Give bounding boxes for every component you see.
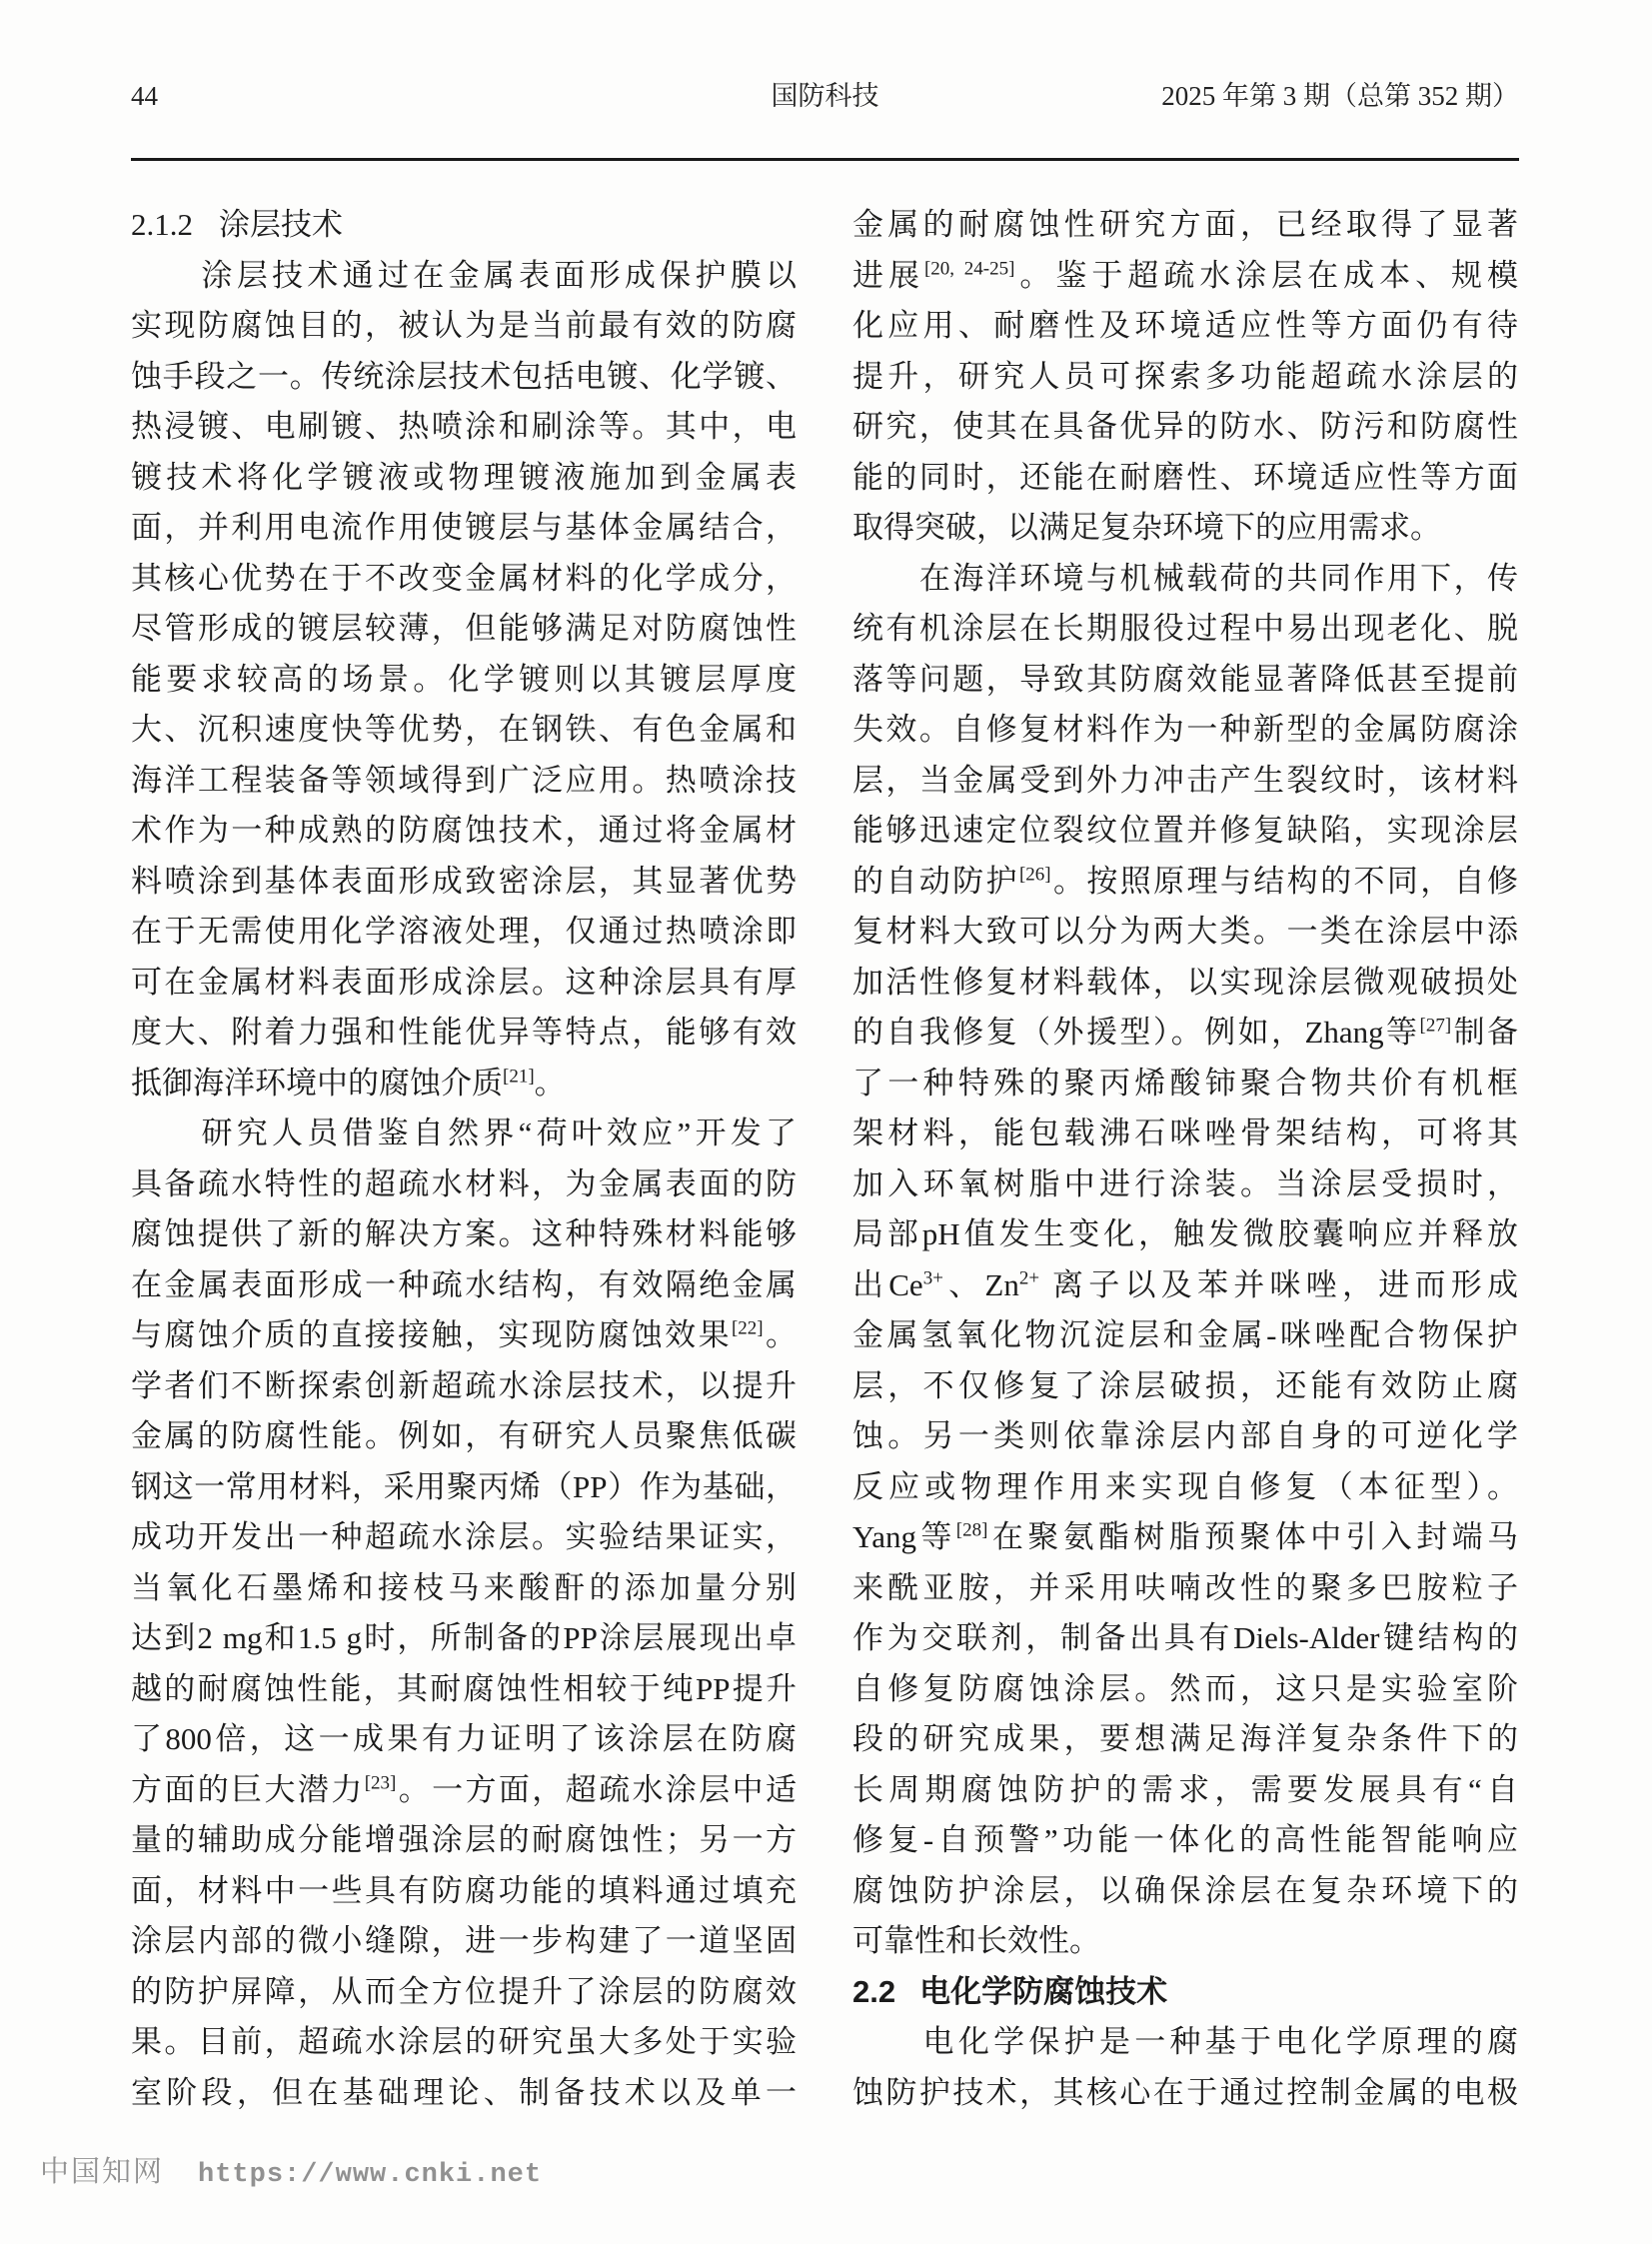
article-body: [131, 200, 1519, 2118]
text-line: 进展[20, 24-25]。鉴于超疏水涂层在成本、规模: [852, 257, 1518, 293]
section-heading: [852, 1967, 1518, 2018]
left-column: [131, 200, 797, 2118]
text-line: 镀技术将化学镀液或物理镀液施加到金属表: [131, 459, 797, 495]
watermark-brand: 中国知网: [40, 2156, 165, 2188]
text-line: 室阶段，但在基础理论、制备技术以及单一: [131, 2074, 797, 2110]
right-column: [852, 200, 1518, 2118]
text-line: 料喷涂到基体表面形成致密涂层，其显著优势: [131, 863, 797, 899]
paragraph: [852, 200, 1518, 554]
text-line: 金属氢氧化物沉淀层和金属-咪唑配合物保护: [852, 1317, 1518, 1352]
text-line: 了800倍，这一成果有力证明了该涂层在防腐: [131, 1721, 797, 1756]
text-line: 达到2 mg和1.5 g时，所制备的PP涂层展现出卓: [131, 1620, 797, 1655]
paragraph: [852, 554, 1518, 1967]
text-line: 越的耐腐蚀性能，其耐腐蚀性相较于纯PP提升: [131, 1670, 797, 1706]
text-line: 长周期腐蚀防护的需求，需要发展具有“自: [852, 1771, 1518, 1807]
text-line: 统有机涂层在长期服役过程中易出现老化、脱: [852, 611, 1518, 646]
header-rule: [131, 158, 1519, 161]
text-line: 量的辅助成分能增强涂层的耐腐蚀性；另一方: [131, 1822, 797, 1857]
text-line: 复材料大致可以分为两大类。一类在涂层中添: [852, 914, 1518, 949]
page-number: 44: [131, 81, 158, 111]
text-line: 金属的耐腐蚀性研究方面，已经取得了显著: [852, 207, 1518, 242]
text-line: 的自我修复（外援型）。例如，Zhang等[27]制备: [852, 1015, 1518, 1050]
heading-number: 2.1.2: [131, 207, 193, 242]
text-line: 加入环氧树脂中进行涂装。当涂层受损时，: [852, 1165, 1518, 1201]
text-line: 热浸镀、电刷镀、热喷涂和刷涂等。其中，电: [131, 409, 797, 444]
text-line: 大、沉积速度快等优势，在钢铁、有色金属和: [131, 712, 797, 747]
text-line: 研究人员借鉴自然界“荷叶效应”开发了: [131, 1116, 797, 1150]
text-line: 反应或物理作用来实现自修复（本征型）。: [852, 1468, 1518, 1504]
text-line: 能够迅速定位裂纹位置并修复缺陷，实现涂层: [852, 813, 1518, 848]
text-line: 与腐蚀介质的直接接触，实现防腐蚀效果[22]。: [131, 1317, 797, 1352]
journal-title: 国防科技: [771, 81, 879, 111]
text-line: 落等问题，导致其防腐效能显著降低甚至提前: [852, 661, 1518, 697]
heading-title: 电化学防腐蚀技术: [919, 1973, 1168, 2009]
text-line: 作为交联剂，制备出具有Diels-Alder键结构的: [852, 1620, 1518, 1655]
text-line: 学者们不断探索创新超疏水涂层技术，以提升: [131, 1367, 797, 1403]
text-line: 提升，研究人员可探索多功能超疏水涂层的: [852, 358, 1518, 394]
text-line: 抵御海洋环境中的腐蚀介质[21]。: [131, 1065, 566, 1101]
paragraph: [852, 2017, 1518, 2118]
text-line: 成功开发出一种超疏水涂层。实验结果证实，: [131, 1519, 797, 1554]
cnki-watermark: [40, 2149, 542, 2190]
text-line: 研究，使其在具备优异的防水、防污和防腐性: [852, 409, 1518, 444]
citation-superscript: 3+: [922, 1267, 943, 1289]
text-line: 腐蚀提供了新的解决方案。这种特殊材料能够: [131, 1216, 797, 1251]
text-line: 层，不仅修复了涂层破损，还能有效防止腐: [852, 1367, 1518, 1403]
text-line: 能的同时，还能在耐磨性、环境适应性等方面: [852, 459, 1518, 495]
text-line: 尽管形成的镀层较薄，但能够满足对防腐蚀性: [131, 611, 797, 646]
text-line: 涂层内部的微小缝隙，进一步构建了一道坚固: [131, 1923, 797, 1958]
text-line: 钢这一常用材料，采用聚丙烯（PP）作为基础，: [131, 1468, 797, 1504]
text-line: 了一种特殊的聚丙烯酸铈聚合物共价有机框: [852, 1065, 1518, 1101]
text-line: 局部pH值发生变化，触发微胶囊响应并释放: [852, 1216, 1518, 1251]
text-line: 出$Ce^{3+}$、$Zn^{2+}$ 离子以及苯并咪唑，进而形成: [852, 1266, 1518, 1302]
text-line: 失效。自修复材料作为一种新型的金属防腐涂: [852, 712, 1518, 747]
text-line: 实现防腐蚀目的，被认为是当前最有效的防腐: [131, 308, 797, 343]
text-line: 化应用、耐磨性及环境适应性等方面仍有待: [852, 308, 1518, 343]
citation-superscript: [20, 24-25]: [923, 258, 1015, 280]
text-line: 面，材料中一些具有防腐功能的填料通过填充: [131, 1872, 797, 1908]
text-line: 可靠性和长效性。: [852, 1923, 1100, 1958]
text-line: 的防护屏障，从而全方位提升了涂层的防腐效: [131, 1973, 797, 2009]
text-line: 蚀手段之一。传统涂层技术包括电镀、化学镀、: [131, 358, 797, 394]
text-line: 蚀防护技术，其核心在于通过控制金属的电极: [852, 2074, 1518, 2110]
text-line: 蚀。另一类则依靠涂层内部自身的可逆化学: [852, 1418, 1518, 1453]
text-line: 在金属表面形成一种疏水结构，有效隔绝金属: [131, 1266, 797, 1302]
text-line: 可在金属材料表面形成涂层。这种涂层具有厚: [131, 964, 797, 1000]
paragraph: [131, 251, 797, 1110]
text-line: 当氧化石墨烯和接枝马来酸酐的添加量分别: [131, 1569, 797, 1605]
text-line: 自修复防腐蚀涂层。然而，这只是实验室阶: [852, 1670, 1518, 1706]
text-line: 具备疏水特性的超疏水材料，为金属表面的防: [131, 1165, 797, 1201]
citation-superscript: [26]: [1018, 864, 1051, 886]
text-line: 面，并利用电流作用使镀层与基体金属结合，: [131, 510, 797, 545]
paragraph: [131, 1109, 797, 2118]
text-line: Yang等[28]在聚氨酯树脂预聚体中引入封端马: [852, 1519, 1518, 1554]
text-line: 层，当金属受到外力冲击产生裂纹时，该材料: [852, 762, 1518, 798]
text-line: 在海洋环境与机械载荷的共同作用下，传: [852, 560, 1518, 596]
text-line: 取得突破，以满足复杂环境下的应用需求。: [852, 510, 1441, 545]
text-line: 术作为一种成熟的防腐蚀技术，通过将金属材: [131, 813, 797, 848]
text-line: 加活性修复材料载体，以实现涂层微观破损处: [852, 964, 1518, 1000]
watermark-url: https://www.cnki.net: [198, 2160, 543, 2190]
citation-superscript: [28]: [955, 1519, 988, 1541]
citation-superscript: 2+: [1018, 1267, 1040, 1289]
text-line: 在于无需使用化学溶液处理，仅通过热喷涂即: [131, 914, 797, 949]
subsection-heading: [131, 200, 797, 251]
citation-superscript: [21]: [503, 1066, 535, 1088]
text-line: 的自动防护[26]。按照原理与结构的不同，自修: [852, 863, 1518, 899]
heading-number: 2.2: [852, 1973, 896, 2009]
text-line: 架材料，能包载沸石咪唑骨架结构，可将其: [852, 1116, 1518, 1150]
text-line: 能要求较高的场景。化学镀则以其镀层厚度: [131, 661, 797, 697]
text-line: 金属的防腐性能。例如，有研究人员聚焦低碳: [131, 1418, 797, 1453]
text-line: 果。目前，超疏水涂层的研究虽大多处于实验: [131, 2024, 797, 2059]
text-line: 方面的巨大潜力[23]。一方面，超疏水涂层中适: [131, 1771, 797, 1807]
citation-superscript: [27]: [1419, 1015, 1452, 1037]
text-line: 修复-自预警”功能一体化的高性能智能响应: [852, 1822, 1518, 1857]
issue-info: 2025 年第 3 期（总第 352 期）: [1161, 81, 1519, 111]
text-line: 度大、附着力强和性能优异等特点，能够有效: [131, 1015, 797, 1050]
text-line: 来酰亚胺，并采用呋喃改性的聚多巴胺粒子: [852, 1569, 1518, 1605]
citation-superscript: [22]: [731, 1317, 764, 1339]
text-line: 涂层技术通过在金属表面形成保护膜以: [131, 257, 797, 293]
heading-title: 涂层技术: [219, 207, 343, 242]
text-line: 海洋工程装备等领域得到广泛应用。热喷涂技: [131, 762, 797, 798]
text-line: 其核心优势在于不改变金属材料的化学成分，: [131, 560, 797, 596]
text-line: 段的研究成果，要想满足海洋复杂条件下的: [852, 1721, 1518, 1756]
page-header: [131, 74, 1519, 113]
text-line: 腐蚀防护涂层，以确保涂层在复杂环境下的: [852, 1872, 1518, 1908]
citation-superscript: [23]: [364, 1772, 397, 1794]
text-line: 电化学保护是一种基于电化学原理的腐: [852, 2024, 1518, 2059]
